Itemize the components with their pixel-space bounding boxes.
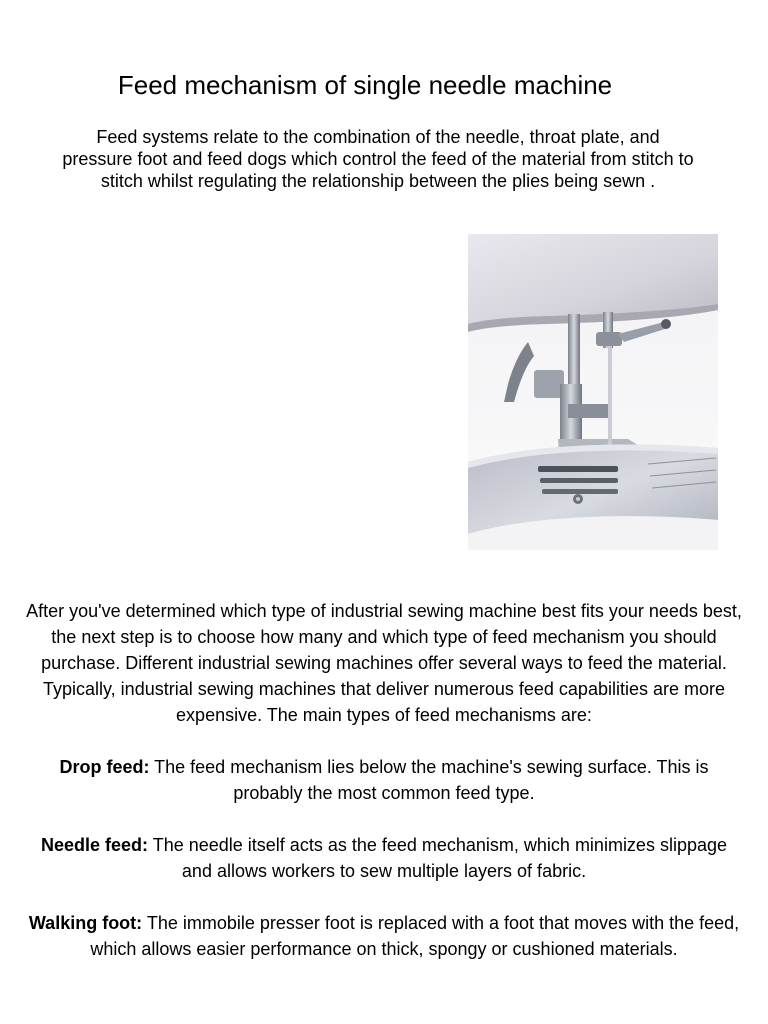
sewing-machine-photo (468, 234, 718, 550)
feed-type-needle (24, 832, 744, 884)
feed-type-drop (24, 754, 744, 806)
main-paragraph: After you've determined which type of industrial sewing machine best fits your needs best, the next step is to choose how many and which type of feed mechanism you should purchase. Different industrial sewing machines offer several ways to feed the material. Typically, industrial sewing machines that deliver numerous feed capabilities are more expensive. The main types of feed mechanisms are: (26, 601, 742, 725)
feed-type-term: Walking foot: (28, 913, 143, 933)
intro-paragraph: Feed systems relate to the combination of the needle, throat plate, and pressure foot and feed dogs which control the feed of the material from stitch to stitch whilst regulating the relationship between the plies being sewn . (62, 127, 694, 191)
page-title: Feed mechanism of single needle machine (117, 70, 613, 100)
feed-type-desc: The feed mechanism lies below the machine's sewing surface. This is probably the most common feed type. (149, 757, 709, 803)
feed-type-walking-foot (24, 910, 744, 962)
feed-type-desc: The immobile presser foot is replaced with a foot that moves with the feed, which allows easier performance on thick, spongy or cushioned materials. (90, 913, 740, 959)
feed-type-desc: The needle itself acts as the feed mechanism, which minimizes slippage and allows workers to sew multiple layers of fabric. (148, 835, 727, 881)
feed-type-term: Drop feed: (59, 757, 150, 777)
feed-type-term: Needle feed: (41, 835, 149, 855)
body-section (24, 598, 744, 962)
